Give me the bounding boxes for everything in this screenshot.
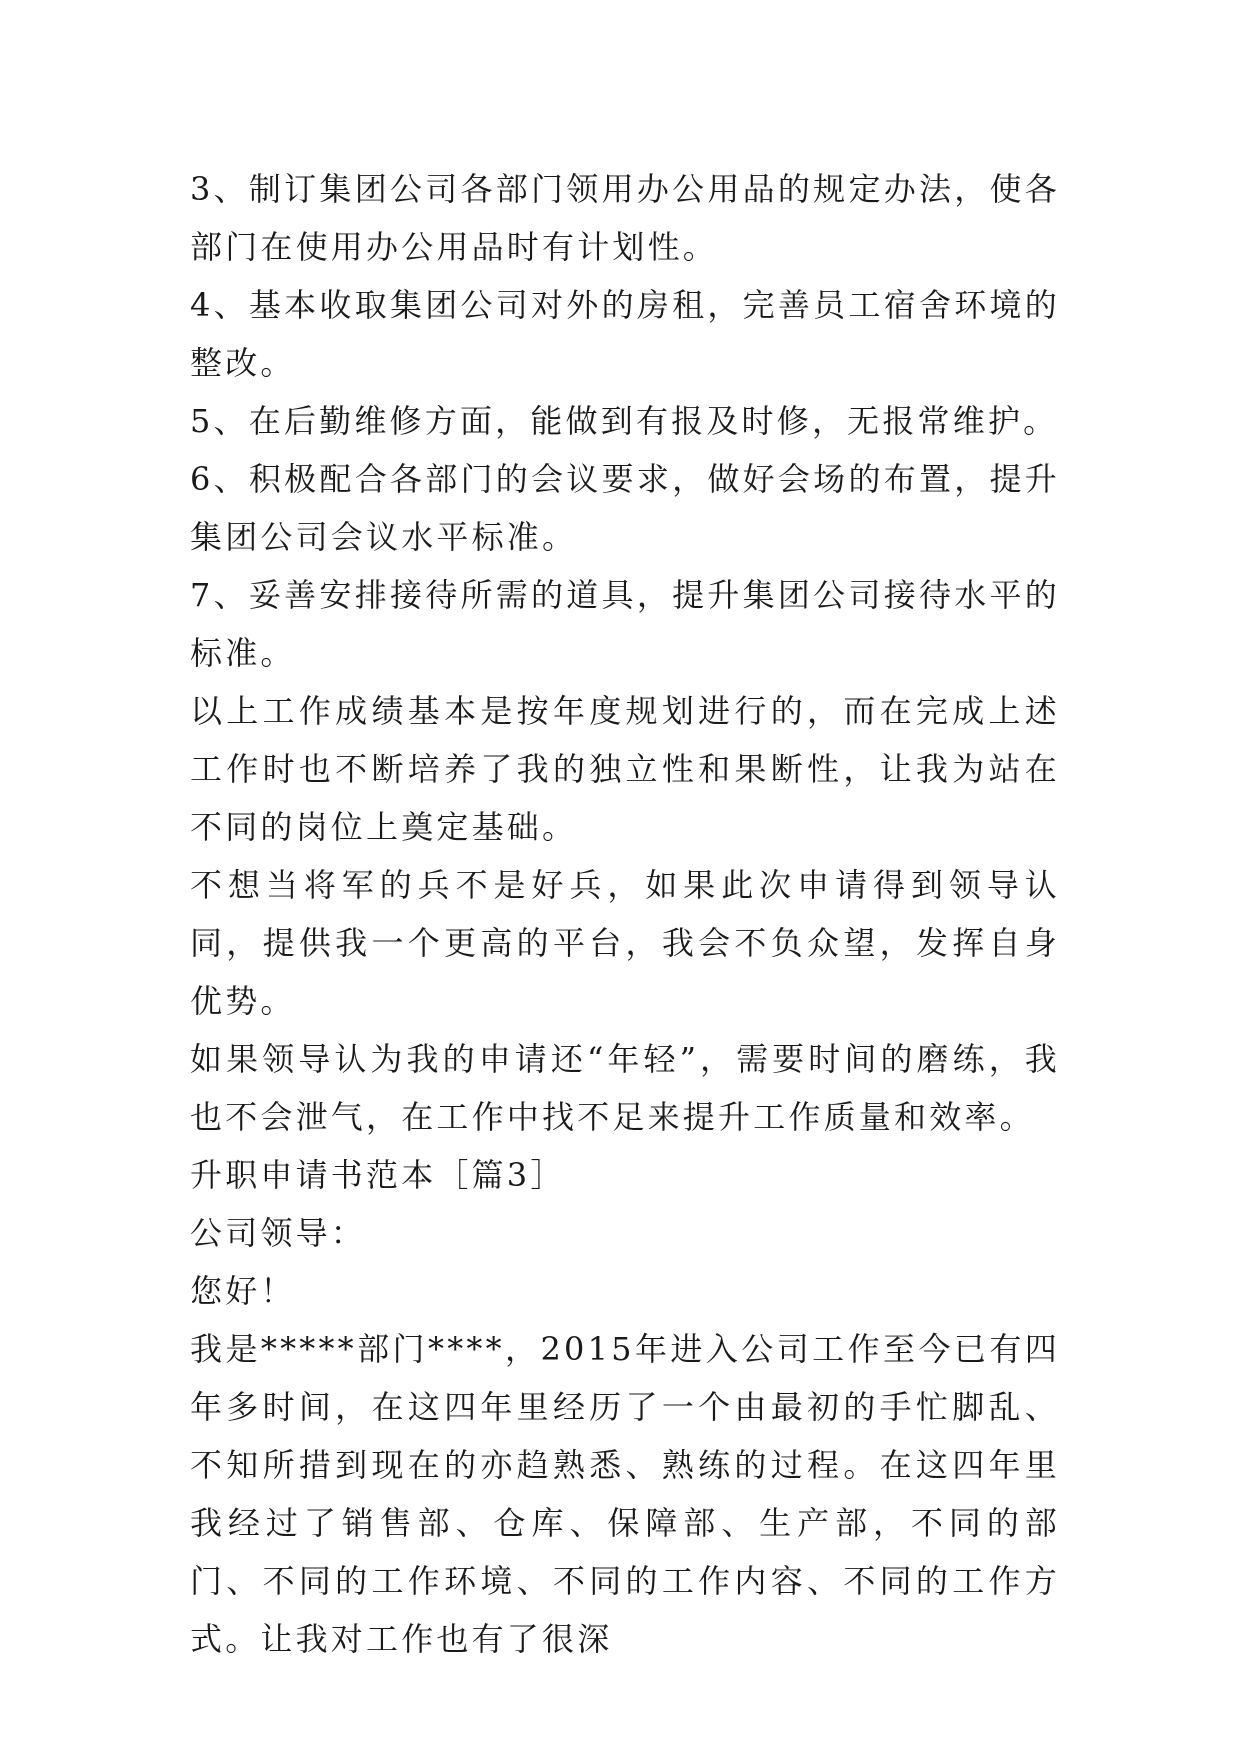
paragraph-attitude: 如果领导认为我的申请还“年轻”，需要时间的磨练，我也不会泄气，在工作中找不足来提升工作质量和效率。 [190,1040,1060,1136]
document-body [190,160,1060,1668]
greeting: 您好！ [190,1272,296,1310]
paragraph-summary: 以上工作成绩基本是按年度规划进行的，而在完成上述工作时也不断培养了我的独立性和果断性，让我为站在不同的岗位上奠定基础。 [190,692,1060,846]
salutation: 公司领导： [190,1214,367,1252]
paragraph-item-7: 7、妥善安排接待所需的道具，提升集团公司接待水平的标准。 [190,576,1060,672]
paragraph-item-5: 5、在后勤维修方面，能做到有报及时修，无报常维护。 [190,402,1059,440]
paragraph-intro: 我是*****部门****，2015年进入公司工作至今已有四年多时间，在这四年里经历了一个由最初的手忙脚乱、不知所措到现在的亦趋熟悉、熟练的过程。在这四年里我经过了销售部、仓库、保障部、生产部，不同的部门、不同的工作环境、不同的工作内容、不同的工作方式。让我对工作也有了很深 [190,1330,1060,1658]
section-heading: 升职申请书范本［篇3］ [190,1156,566,1194]
paragraph-item-6: 6、积极配合各部门的会议要求，做好会场的布置，提升集团公司会议水平标准。 [190,460,1060,556]
paragraph-ambition: 不想当将军的兵不是好兵，如果此次申请得到领导认同，提供我一个更高的平台，我会不负众望，发挥自身优势。 [190,866,1060,1020]
paragraph-item-4: 4、基本收取集团公司对外的房租，完善员工宿舍环境的整改。 [190,286,1060,382]
paragraph-item-3: 3、制订集团公司各部门领用办公用品的规定办法，使各部门在使用办公用品时有计划性。 [190,170,1060,266]
